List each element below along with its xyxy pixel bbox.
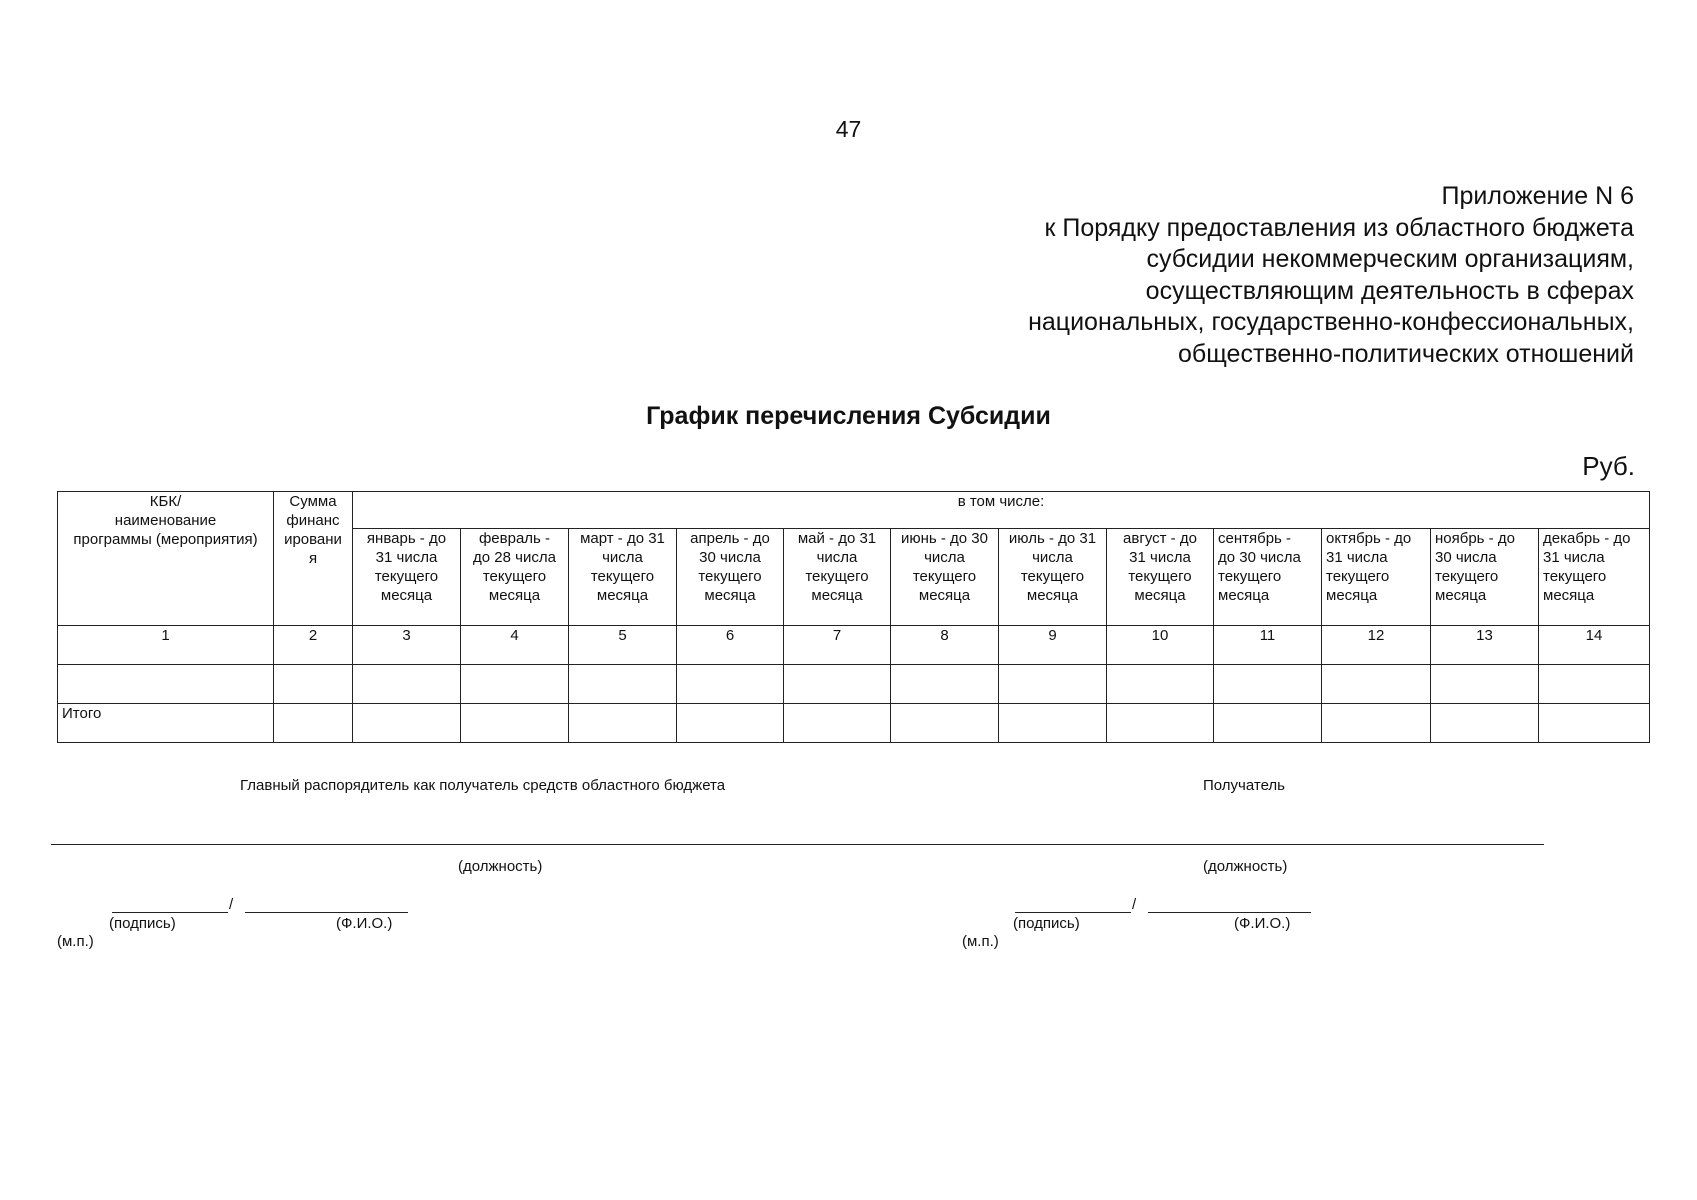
table-cell[interactable] — [1431, 704, 1539, 743]
table-cell[interactable] — [677, 704, 784, 743]
column-number: 12 — [1322, 626, 1431, 665]
column-number: 6 — [677, 626, 784, 665]
column-number: 7 — [784, 626, 891, 665]
table-cell[interactable] — [1107, 665, 1214, 704]
total-row — [58, 704, 1650, 743]
table-cell[interactable] — [1539, 704, 1650, 743]
column-number: 9 — [999, 626, 1107, 665]
table-cell[interactable] — [1539, 665, 1650, 704]
header-month-august: август - до 31 числа текущего месяца — [1107, 529, 1214, 626]
column-number: 11 — [1214, 626, 1322, 665]
table-cell[interactable] — [569, 704, 677, 743]
right-separator: / — [1132, 896, 1137, 913]
appendix-line: Приложение N 6 — [1441, 182, 1634, 210]
left-name-line — [245, 912, 408, 913]
appendix-line: осуществляющим деятельность в сферах — [1145, 276, 1634, 305]
column-number-row — [58, 626, 1650, 665]
table-cell[interactable] — [784, 704, 891, 743]
header-month-january: январь - до 31 числа текущего месяца — [353, 529, 461, 626]
table-cell[interactable] — [1431, 665, 1539, 704]
header-month-october: октябрь - до 31 числа текущего месяца — [1322, 529, 1431, 626]
header-month-july: июль - до 31 числа текущего месяца — [999, 529, 1107, 626]
right-seal-label: (м.п.) — [962, 933, 999, 950]
table-cell[interactable] — [999, 704, 1107, 743]
column-number: 2 — [274, 626, 353, 665]
left-signatory-heading: Главный распорядитель как получатель средств областного бюджета — [240, 777, 726, 794]
left-signature-line — [112, 912, 228, 913]
table-cell[interactable] — [1107, 704, 1214, 743]
table-cell[interactable] — [569, 665, 677, 704]
column-number: 5 — [569, 626, 677, 665]
column-number: 8 — [891, 626, 999, 665]
table-cell[interactable] — [1322, 704, 1431, 743]
header-month-november: ноябрь - до 30 числа текущего месяца — [1431, 529, 1539, 626]
left-position-label: (должность) — [458, 858, 543, 875]
table-cell[interactable] — [353, 704, 461, 743]
column-number: 4 — [461, 626, 569, 665]
appendix-reference — [814, 181, 1634, 370]
table-cell[interactable] — [1214, 704, 1322, 743]
table-cell[interactable] — [274, 704, 353, 743]
header-month-june: июнь - до 30 числа текущего месяца — [891, 529, 999, 626]
left-signature-label: (подпись) — [109, 915, 176, 932]
header-group-including: в том числе: — [353, 492, 1650, 529]
table-row — [58, 665, 1650, 704]
table-cell[interactable] — [891, 704, 999, 743]
table-cell[interactable] — [677, 665, 784, 704]
table-cell[interactable] — [461, 665, 569, 704]
header-month-may: май - до 31 числа текущего месяца — [784, 529, 891, 626]
right-signature-label: (подпись) — [1013, 915, 1080, 932]
total-label: Итого — [58, 704, 274, 743]
header-kbk: КБК/ наименование программы (мероприятия) — [58, 492, 274, 626]
appendix-line: общественно-политических отношений — [1178, 339, 1634, 368]
column-number: 14 — [1539, 626, 1650, 665]
column-number: 13 — [1431, 626, 1539, 665]
header-month-december: декабрь - до 31 числа текущего месяца — [1539, 529, 1650, 626]
left-name-label: (Ф.И.О.) — [336, 915, 393, 932]
table-cell[interactable] — [461, 704, 569, 743]
right-signatory-heading: Получатель — [1203, 777, 1285, 794]
page-number: 47 — [835, 116, 862, 142]
appendix-line: к Порядку предоставления из областного бюджета — [1044, 213, 1634, 242]
column-number: 1 — [58, 626, 274, 665]
header-month-march: март - до 31 числа текущего месяца — [569, 529, 677, 626]
currency-label: Руб. — [1582, 451, 1635, 481]
left-separator: / — [229, 896, 234, 913]
header-month-september: сентябрь - до 30 числа текущего месяца — [1214, 529, 1322, 626]
left-seal-label: (м.п.) — [57, 933, 94, 950]
appendix-line: национальных, государственно-конфессиональных, — [1028, 308, 1634, 336]
table-cell[interactable] — [784, 665, 891, 704]
right-signature-line — [1015, 912, 1131, 913]
appendix-line: субсидии некоммерческим организациям, — [1146, 245, 1634, 273]
table-cell[interactable] — [891, 665, 999, 704]
right-name-line — [1148, 912, 1311, 913]
right-name-label: (Ф.И.О.) — [1234, 915, 1291, 932]
table-cell[interactable] — [1322, 665, 1431, 704]
header-sum: Сумма финанс ировани я — [274, 492, 353, 626]
table-cell[interactable] — [1214, 665, 1322, 704]
column-number: 10 — [1107, 626, 1214, 665]
header-month-february: февраль - до 28 числа текущего месяца — [461, 529, 569, 626]
table-cell[interactable] — [353, 665, 461, 704]
payment-schedule-table — [57, 491, 1650, 743]
header-row — [58, 492, 1650, 529]
header-month-april: апрель - до 30 числа текущего месяца — [677, 529, 784, 626]
table-cell[interactable] — [274, 665, 353, 704]
right-position-label: (должность) — [1203, 858, 1288, 875]
table-cell[interactable] — [999, 665, 1107, 704]
position-line — [51, 844, 1544, 845]
document-title: График перечисления Субсидии — [646, 402, 1051, 430]
column-number: 3 — [353, 626, 461, 665]
table-cell[interactable] — [58, 665, 274, 704]
